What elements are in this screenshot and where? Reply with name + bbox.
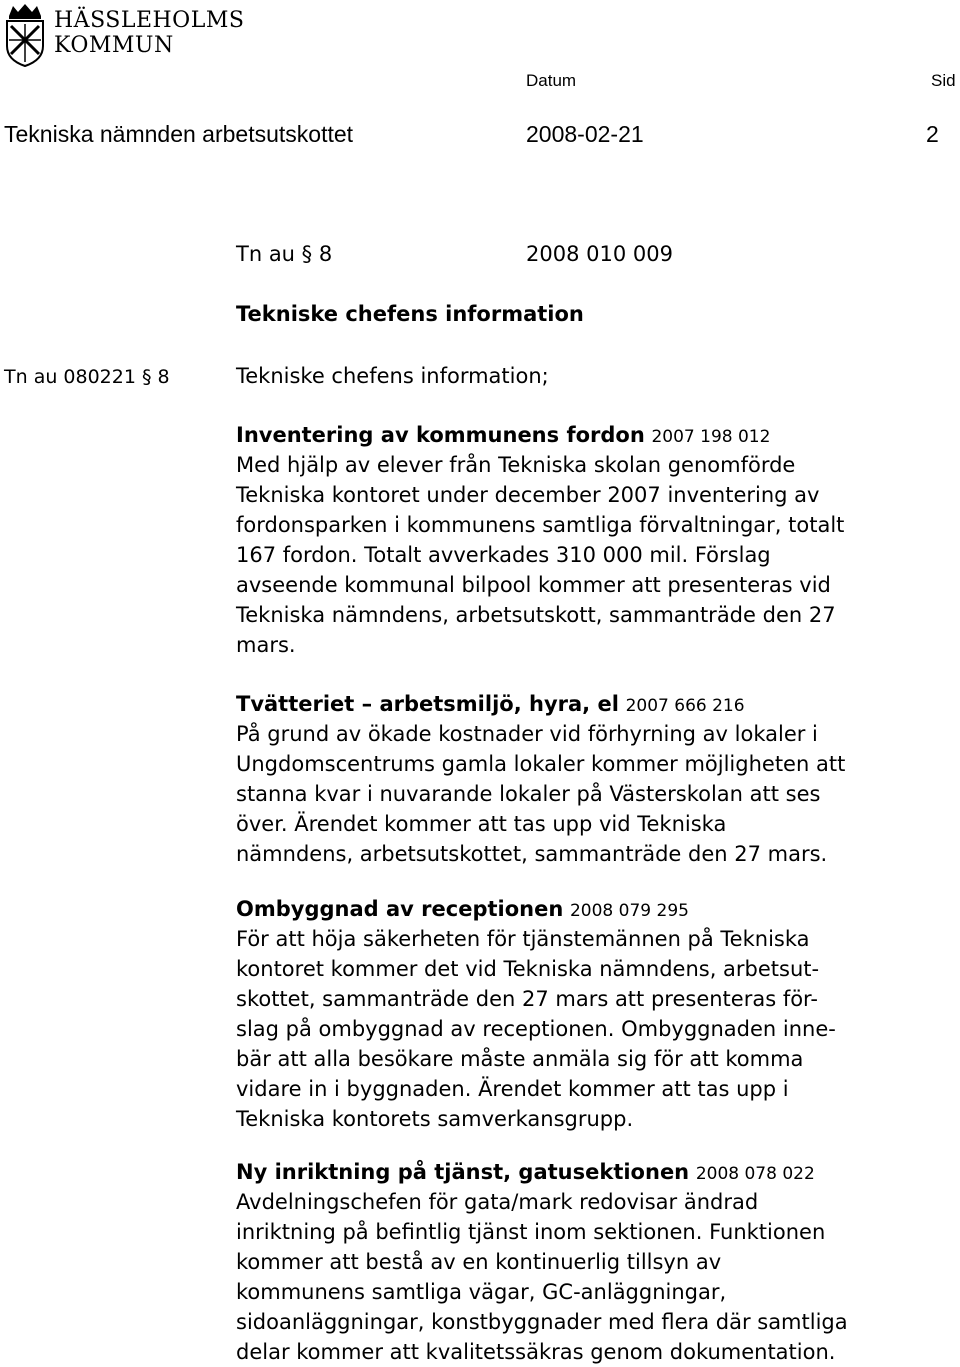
- body-line: vidare in i byggnaden. Ärendet kommer att tas upp i: [236, 1077, 789, 1101]
- committee-title: Tekniska nämnden arbetsutskottet: [4, 121, 354, 147]
- body-line: delar kommer att kvalitetssäkras genom dokumentation.: [236, 1340, 836, 1364]
- paragraph-reference: Tn au § 8: [236, 242, 333, 266]
- date-label: Datum: [526, 71, 577, 90]
- body-line: skottet, sammanträde den 27 mars att presenteras för-: [236, 987, 818, 1011]
- section-vehicle-inventory: [236, 420, 960, 660]
- case-number: 2008 010 009: [526, 242, 673, 266]
- section-case-number: 2007 666 216: [625, 696, 745, 716]
- section-case-number: 2008 078 022: [695, 1164, 815, 1184]
- section-title: Inventering av kommunens fordon: [236, 423, 645, 447]
- meeting-date: 2008-02-21: [526, 121, 644, 147]
- body-line: slag på ombyggnad av receptionen. Ombyggnaden inne-: [236, 1017, 836, 1041]
- section-heading: [236, 420, 960, 450]
- section-case-number: 2008 079 295: [569, 901, 689, 921]
- body-line: inriktning på befintlig tjänst inom sektionen. Funktionen: [236, 1220, 826, 1244]
- page-label: Sid: [931, 71, 956, 90]
- section-reception: [236, 894, 960, 1134]
- body-line: Tekniska nämndens, arbetsutskott, sammanträde den 27: [236, 603, 836, 627]
- section-title: Tvätteriet – arbetsmiljö, hyra, el: [236, 692, 619, 716]
- page-title: Tekniske chefens information: [236, 302, 584, 326]
- section-heading: [236, 894, 960, 924]
- margin-reference: Tn au 080221 § 8: [4, 366, 170, 388]
- body-line: Tekniska kontoret under december 2007 inventering av: [236, 483, 820, 507]
- body-line: Med hjälp av elever från Tekniska skolan genomförde: [236, 453, 796, 477]
- body-line: över. Ärendet kommer att tas upp vid Tekniska: [236, 812, 727, 836]
- body-line: Tekniska kontorets samverkansgrupp.: [236, 1107, 634, 1131]
- section-street-service: [236, 1157, 960, 1367]
- body-line: stanna kvar i nuvarande lokaler på Västerskolan att ses: [236, 782, 821, 806]
- body-line: kontoret kommer det vid Tekniska nämndens, arbetsut-: [236, 957, 820, 981]
- body-line: sidoanläggningar, konstbyggnader med flera där samtliga: [236, 1310, 848, 1334]
- body-line: 167 fordon. Totalt avverkades 310 000 mil. Förslag: [236, 543, 771, 567]
- municipality-logo: [0, 0, 260, 70]
- body-line: bär att alla besökare måste anmäla sig för att komma: [236, 1047, 804, 1071]
- body-line: Avdelningschefen för gata/mark redovisar ändrad: [236, 1190, 759, 1214]
- body-line: På grund av ökade kostnader vid förhyrning av lokaler i: [236, 722, 818, 746]
- section-title: Ny inriktning på tjänst, gatusektionen: [236, 1160, 690, 1184]
- section-case-number: 2007 198 012: [651, 427, 771, 447]
- body-line: För att höja säkerheten för tjänstemännen på Tekniska: [236, 927, 810, 951]
- body-line: kommer att bestå av en kontinuerlig tillsyn av: [236, 1250, 722, 1274]
- body-line: fordonsparken i kommunens samtliga förvaltningar, totalt: [236, 513, 845, 537]
- logo-line-2: KOMMUN: [54, 33, 174, 58]
- section-heading: [236, 1157, 960, 1187]
- body-line: Ungdomscentrums gamla lokaler kommer möjligheten att: [236, 752, 846, 776]
- page-number: 2: [926, 121, 939, 147]
- intro-text: Tekniske chefens information;: [236, 364, 549, 388]
- logo-line-1: HÄSSLEHOLMS: [54, 8, 245, 33]
- body-line: mars.: [236, 633, 296, 657]
- body-line: kommunens samtliga vägar, GC-anläggningar,: [236, 1280, 727, 1304]
- section-heading: [236, 689, 960, 719]
- section-laundry: [236, 689, 960, 869]
- municipal-crest-icon: [3, 2, 47, 68]
- body-line: avseende kommunal bilpool kommer att presenteras vid: [236, 573, 831, 597]
- section-title: Ombyggnad av receptionen: [236, 897, 564, 921]
- body-line: nämndens, arbetsutskottet, sammanträde den 27 mars.: [236, 842, 828, 866]
